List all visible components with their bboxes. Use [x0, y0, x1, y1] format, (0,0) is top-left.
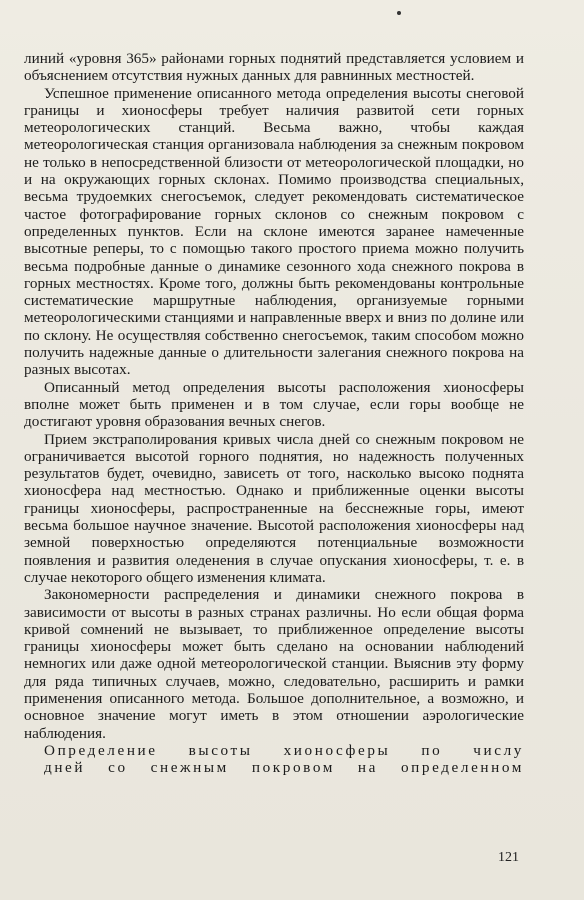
paragraph: линий «уровня 365» районами горных поднятий представляется условием и объяснением отсутствия нужных данных для равнинных местностей. — [24, 50, 524, 85]
page-number: 121 — [498, 850, 519, 865]
paragraph: Описанный метод определения высоты расположения хионосферы вполне может быть применен и в том случае, если горы вообще не достигают уровня образования вечных снегов. — [24, 378, 524, 431]
section-heading — [24, 742, 524, 777]
paragraph: Прием экстраполирования кривых числа дней со снежным покровом не ограничивается высотой горного поднятия, но надежность полученных результатов будет, очевидно, зависеть от того, насколько высоко поднята хионосфера над местностью. Однако и приближенные оценки высоты границы хионосферы, распространенные на бесснежные горы, имеют весьма большое научное значение. Высотой расположения хионосферы над земной поверхностью определяются потенциальные возможности появления и развития оледенения в случае опускания хионосферы, т. е. в случае некоторого общего изменения климата. — [24, 430, 524, 586]
paragraph: Успешное применение описанного метода определения высоты снеговой границы и хионосферы требует наличия развитой сети горных метеорологических станций. Весьма важно, чтобы каждая метеорологическая станция организовала наблюдения за снежным покровом не только в непосредственной близости от метеорологической площадки, но и на окружающих горных склонах. Помимо производства специальных, весьма трудоемких снегосъемок, следует рекомендовать систематическое частое фотографирование горных склонов со снежным покровом с определенных пунктов. Если на склоне имеются заранее намеченные высотные реперы, то с помощью такого простого приема можно получить весьма подробные данные о динамике сезонного хода снежного покрова в горных местностях. Кроме того, должны быть рекомендованы контрольные систематические маршрутные наблюдения, организуемые горными метеорологическими станциями и направленные вверх и вниз по долине или по склону. Не осуществляя собственно снегосъемок, таким способом можно получить надежные данные о длительности залегания снежного покрова на разных высотах. — [24, 84, 524, 379]
print-mark — [397, 11, 401, 15]
heading-line: дней со снежным покровом на определенном — [44, 759, 524, 777]
body-text — [24, 50, 524, 776]
paragraph: Закономерности распределения и динамики снежного покрова в зависимости от высоты в разных странах различны. Но если общая форма кривой сомнений не вызывает, то приближенное определение высоты границы хионосферы может быть сделано на основании наблюдений немногих или даже одной метеорологической станции. Выяснив эту форму для ряда типичных случаев, можно, следовательно, расширить и рамки применения описанного метода. Большое дополнительное, а возможно, и основное значение могут иметь в этом отношении аэрологические наблюдения. — [24, 586, 524, 742]
heading-line: Определение высоты хионосферы по числу — [44, 741, 524, 759]
